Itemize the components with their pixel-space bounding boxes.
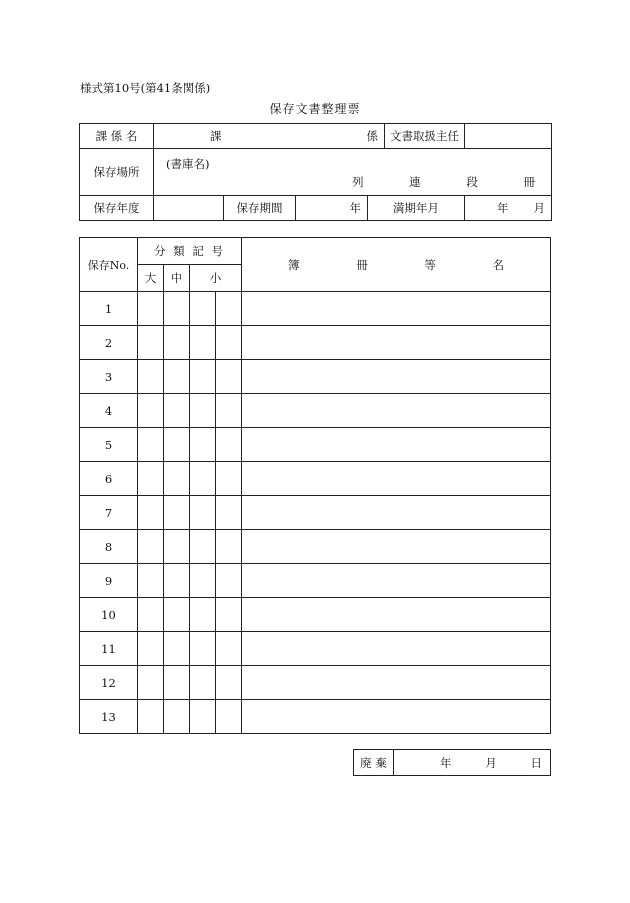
disposal-label: 廃 棄 (354, 750, 394, 776)
info-table (79, 123, 552, 221)
row-number: 3 (80, 360, 138, 394)
class-header: 分 類 記 号 (138, 238, 242, 265)
library-label: (書庫名) (166, 157, 210, 171)
table-row (80, 666, 551, 700)
books-cell[interactable] (242, 462, 551, 496)
chu-cell[interactable] (164, 564, 190, 598)
sho-cell-b[interactable] (216, 462, 242, 496)
books-header: 簿 冊 等 名 (242, 238, 551, 292)
books-cell[interactable] (242, 428, 551, 462)
dai-cell[interactable] (138, 666, 164, 700)
records-body (80, 292, 551, 734)
no-header: 保存No. (80, 238, 138, 292)
expiry-nen-text: 年 (497, 201, 509, 215)
ka-kakari-label: 課 係 名 (80, 124, 154, 149)
sho-cell-a[interactable] (190, 428, 216, 462)
row-number: 8 (80, 530, 138, 564)
dai-cell[interactable] (138, 564, 164, 598)
dai-cell[interactable] (138, 632, 164, 666)
sho-cell-a[interactable] (190, 462, 216, 496)
location-label: 保存場所 (80, 149, 154, 196)
sho-cell-b[interactable] (216, 530, 242, 564)
expiry-field[interactable] (465, 196, 552, 221)
books-cell[interactable] (242, 326, 551, 360)
sho-cell-a[interactable] (190, 666, 216, 700)
dai-cell[interactable] (138, 394, 164, 428)
table-row (80, 292, 551, 326)
books-cell[interactable] (242, 496, 551, 530)
books-cell[interactable] (242, 700, 551, 734)
period-field[interactable] (296, 196, 368, 221)
row-number: 9 (80, 564, 138, 598)
sho-cell-b[interactable] (216, 326, 242, 360)
sho-cell-a[interactable] (190, 292, 216, 326)
table-row (80, 632, 551, 666)
dan-text: 段 (466, 175, 478, 189)
year-field[interactable] (154, 196, 224, 221)
sho-cell-b[interactable] (216, 428, 242, 462)
row-number: 7 (80, 496, 138, 530)
row-number: 10 (80, 598, 138, 632)
row-number: 1 (80, 292, 138, 326)
dai-cell[interactable] (138, 326, 164, 360)
satsu-text: 冊 (523, 175, 535, 189)
ren-text: 連 (409, 175, 421, 189)
dai-cell[interactable] (138, 496, 164, 530)
table-row (80, 564, 551, 598)
disposal-nen-text: 年 (440, 755, 452, 770)
ka-kakari-field[interactable] (154, 124, 385, 149)
table-row (80, 394, 551, 428)
sho-cell-b[interactable] (216, 564, 242, 598)
kakari-text: 係 (366, 129, 378, 143)
chu-cell[interactable] (164, 632, 190, 666)
row-number: 13 (80, 700, 138, 734)
period-label: 保存期間 (224, 196, 296, 221)
books-cell[interactable] (242, 598, 551, 632)
year-label: 保存年度 (80, 196, 154, 221)
sho-cell-a[interactable] (190, 598, 216, 632)
books-cell[interactable] (242, 564, 551, 598)
chu-cell[interactable] (164, 530, 190, 564)
sho-cell-b[interactable] (216, 496, 242, 530)
period-nen-text: 年 (349, 201, 361, 215)
sho-cell-a[interactable] (190, 326, 216, 360)
books-cell[interactable] (242, 360, 551, 394)
dai-cell[interactable] (138, 462, 164, 496)
sho-cell-b[interactable] (216, 394, 242, 428)
row-number: 6 (80, 462, 138, 496)
sho-cell-b[interactable] (216, 598, 242, 632)
row-number: 2 (80, 326, 138, 360)
disposal-table (353, 749, 551, 776)
sho-cell-b[interactable] (216, 666, 242, 700)
chu-cell[interactable] (164, 462, 190, 496)
chu-cell[interactable] (164, 326, 190, 360)
table-row (80, 530, 551, 564)
manager-label: 文書取扱主任 (385, 124, 465, 149)
chu-cell[interactable] (164, 598, 190, 632)
disposal-date-field[interactable] (394, 750, 551, 776)
manager-field[interactable] (465, 124, 552, 149)
sho-cell-a[interactable] (190, 564, 216, 598)
table-row (80, 360, 551, 394)
sho-cell-b[interactable] (216, 632, 242, 666)
row-number: 11 (80, 632, 138, 666)
sho-cell-b[interactable] (216, 292, 242, 326)
table-row (80, 428, 551, 462)
chu-cell[interactable] (164, 360, 190, 394)
row-number: 5 (80, 428, 138, 462)
dai-cell[interactable] (138, 700, 164, 734)
table-row (80, 326, 551, 360)
records-table (79, 237, 551, 734)
table-row (80, 462, 551, 496)
dai-cell[interactable] (138, 598, 164, 632)
sho-cell-b[interactable] (216, 700, 242, 734)
chu-header: 中 (164, 265, 190, 292)
sho-cell-a[interactable] (190, 360, 216, 394)
books-cell[interactable] (242, 530, 551, 564)
sho-cell-b[interactable] (216, 360, 242, 394)
sho-cell-a[interactable] (190, 632, 216, 666)
sho-header: 小 (190, 265, 242, 292)
chu-cell[interactable] (164, 496, 190, 530)
sho-cell-a[interactable] (190, 496, 216, 530)
dai-cell[interactable] (138, 360, 164, 394)
books-cell[interactable] (242, 394, 551, 428)
table-row (80, 598, 551, 632)
disposal-tsuki-text: 月 (485, 755, 497, 770)
location-field[interactable] (154, 149, 552, 196)
chu-cell[interactable] (164, 394, 190, 428)
disposal-hi-text: 日 (530, 755, 542, 770)
sho-cell-a[interactable] (190, 530, 216, 564)
dai-cell[interactable] (138, 428, 164, 462)
expiry-label: 満期年月 (368, 196, 465, 221)
table-row (80, 496, 551, 530)
books-cell[interactable] (242, 292, 551, 326)
chu-cell[interactable] (164, 292, 190, 326)
chu-cell[interactable] (164, 428, 190, 462)
sho-cell-a[interactable] (190, 394, 216, 428)
books-cell[interactable] (242, 632, 551, 666)
retsu-text: 列 (352, 175, 364, 189)
dai-cell[interactable] (138, 530, 164, 564)
chu-cell[interactable] (164, 666, 190, 700)
row-number: 4 (80, 394, 138, 428)
ka-text: 課 (210, 129, 222, 143)
form-title: 保存文書整理票 (269, 102, 361, 116)
dai-header: 大 (138, 265, 164, 292)
chu-cell[interactable] (164, 700, 190, 734)
row-number: 12 (80, 666, 138, 700)
sho-cell-a[interactable] (190, 700, 216, 734)
expiry-tsuki-text: 月 (533, 201, 545, 215)
table-row (80, 700, 551, 734)
dai-cell[interactable] (138, 292, 164, 326)
books-cell[interactable] (242, 666, 551, 700)
form-number: 様式第10号(第41条関係) (80, 81, 211, 95)
